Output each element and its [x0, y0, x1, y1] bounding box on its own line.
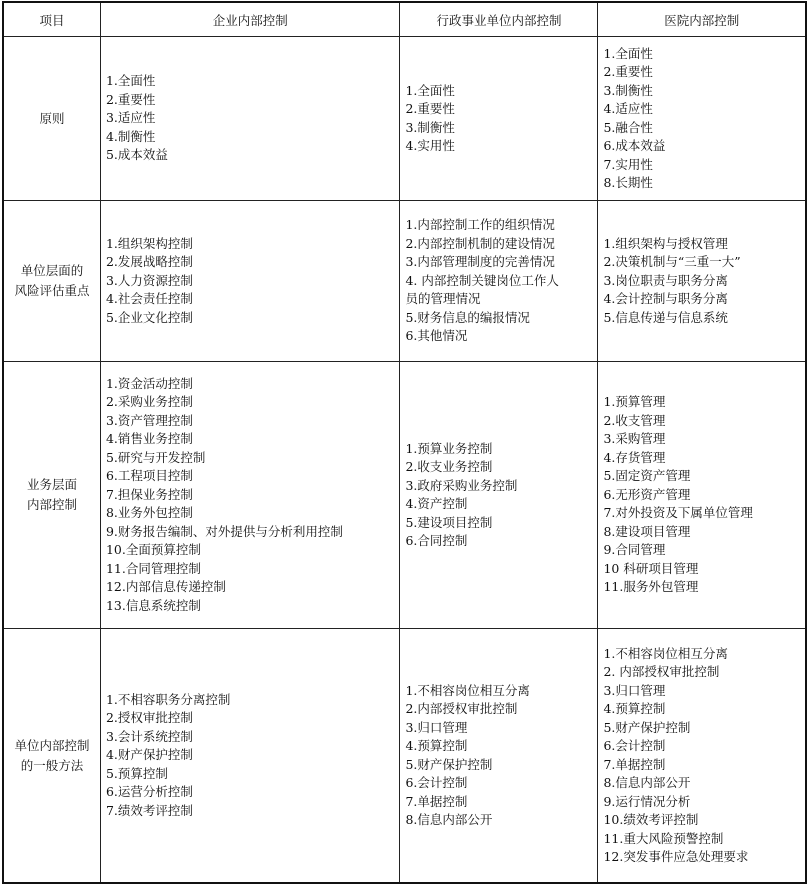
list-item: 5.融合性 — [603, 119, 653, 135]
list-item: 2.发展战略控制 — [105, 254, 193, 270]
list-item: 3.政府采购业务控制 — [405, 477, 518, 493]
list-item: 2.重要性 — [603, 64, 653, 79]
list-item: 4.预算控制 — [603, 701, 666, 716]
list-item: 4.实用性 — [405, 138, 455, 153]
list-item: 8.建设项目管理 — [603, 523, 691, 539]
list-item: 3.人力资源控制 — [105, 272, 193, 288]
row-label-line: 内部控制 — [26, 497, 77, 512]
hospital-cell — [598, 37, 806, 201]
row-label — [3, 362, 100, 629]
list-item: 11.服务外包管理 — [603, 579, 699, 595]
list-item: 2.内部控制机制的建设情况 — [405, 235, 555, 251]
enterprise-cell — [100, 629, 399, 884]
list-item: 3.制衡性 — [603, 82, 653, 98]
list-item: 8.信息内部公开 — [405, 812, 493, 827]
list-item: 7.单据控制 — [405, 793, 468, 809]
list-item: 员的管理情况 — [405, 291, 481, 307]
list-item: 7.担保业务控制 — [105, 486, 193, 502]
list-item: 8.长期性 — [603, 175, 653, 190]
table-row — [3, 362, 806, 629]
list-item: 2.授权审批控制 — [105, 710, 193, 726]
list-item: 3.归口管理 — [405, 719, 468, 735]
header-hospital: 医院内部控制 — [598, 2, 806, 37]
row-label — [3, 37, 100, 201]
list-item: 1.不相容职务分离控制 — [105, 691, 231, 707]
header-row — [3, 2, 806, 37]
list-item: 1.预算业务控制 — [405, 440, 493, 456]
table-row — [3, 629, 806, 884]
list-item: 2.决策机制与“三重一大” — [603, 254, 741, 270]
list-item: 6.会计控制 — [603, 738, 666, 753]
list-item: 8.业务外包控制 — [105, 505, 193, 521]
list-item: 4.资产控制 — [405, 496, 468, 511]
list-item: 11.合同管理控制 — [105, 560, 201, 576]
list-item: 5.财产保护控制 — [603, 719, 691, 735]
list-item: 9.运行情况分析 — [603, 793, 691, 809]
admin-cell — [400, 362, 598, 629]
list-item: 12.内部信息传递控制 — [105, 579, 226, 595]
table-row — [3, 37, 806, 201]
row-label-line: 业务层面 — [26, 477, 77, 492]
list-item: 4. 内部控制关键岗位工作人 — [405, 272, 559, 288]
list-item: 6.无形资产管理 — [603, 486, 691, 502]
list-item: 7.单据控制 — [603, 756, 666, 772]
enterprise-cell — [100, 362, 399, 629]
list-item: 3.会计系统控制 — [105, 728, 193, 744]
list-item: 5.成本效益 — [105, 147, 168, 163]
hospital-cell — [598, 201, 806, 362]
list-item: 1.组织架构控制 — [105, 235, 193, 251]
list-item: 2.收支管理 — [603, 412, 666, 428]
list-item: 2. 内部授权审批控制 — [603, 664, 720, 679]
enterprise-cell — [100, 201, 399, 362]
list-item: 9.合同管理 — [603, 542, 666, 558]
list-item: 1.不相容岗位相互分离 — [603, 645, 728, 661]
list-item: 3.采购管理 — [603, 431, 666, 447]
list-item: 2.内部授权审批控制 — [405, 701, 518, 716]
list-item: 1.全面性 — [405, 82, 455, 98]
list-item: 4.销售业务控制 — [105, 431, 193, 447]
row-label-line: 风险评估重点 — [14, 283, 90, 298]
list-item: 3.资产管理控制 — [105, 412, 193, 428]
list-item: 6.工程项目控制 — [105, 468, 193, 484]
list-item: 5.固定资产管理 — [603, 468, 691, 484]
list-item: 2.重要性 — [405, 101, 455, 116]
list-item: 5.企业文化控制 — [105, 309, 193, 325]
hospital-cell — [598, 629, 806, 884]
admin-cell — [400, 201, 598, 362]
comparison-table — [2, 1, 807, 884]
list-item: 2.重要性 — [105, 91, 156, 107]
list-item: 13.信息系统控制 — [105, 597, 201, 613]
list-item: 3.制衡性 — [405, 119, 455, 135]
list-item: 6.会计控制 — [405, 775, 468, 790]
list-item: 2.收支业务控制 — [405, 459, 493, 474]
enterprise-cell — [100, 37, 399, 201]
table-row — [3, 201, 806, 362]
list-item: 10.全面预算控制 — [105, 542, 201, 558]
row-label-line: 的一般方法 — [20, 757, 84, 773]
list-item: 10 科研项目管理 — [603, 560, 699, 576]
list-item: 5.预算控制 — [105, 765, 168, 781]
list-item: 1.预算管理 — [603, 394, 666, 410]
header-enterprise: 企业内部控制 — [100, 2, 399, 37]
list-item: 3.适应性 — [105, 110, 156, 126]
list-item: 1.内部控制工作的组织情况 — [405, 217, 555, 233]
row-label-line: 单位内部控制 — [14, 737, 90, 753]
list-item: 5.财务信息的编报情况 — [405, 309, 530, 325]
list-item: 4.适应性 — [603, 101, 653, 116]
row-label — [3, 201, 100, 362]
list-item: 8.信息内部公开 — [603, 775, 691, 790]
list-item: 7.实用性 — [603, 156, 653, 172]
list-item: 10.绩效考评控制 — [603, 812, 699, 827]
list-item: 6.合同控制 — [405, 533, 468, 548]
list-item: 1.组织架构与授权管理 — [603, 235, 728, 251]
list-item: 3.内部管理制度的完善情况 — [405, 254, 555, 270]
list-item: 6.其他情况 — [405, 328, 468, 344]
list-item: 4.社会责任控制 — [105, 291, 193, 307]
list-item: 4.会计控制与职务分离 — [603, 291, 728, 307]
list-item: 2.采购业务控制 — [105, 394, 193, 410]
list-item: 5.研究与开发控制 — [105, 449, 206, 465]
admin-cell — [400, 37, 598, 201]
list-item: 1.不相容岗位相互分离 — [405, 682, 530, 698]
list-item: 4.制衡性 — [105, 128, 156, 144]
list-item: 6.运营分析控制 — [105, 784, 193, 800]
list-item: 5.财产保护控制 — [405, 756, 493, 772]
list-item: 5.建设项目控制 — [405, 514, 493, 530]
row-label-line: 单位层面的 — [20, 263, 84, 278]
admin-cell — [400, 629, 598, 884]
list-item: 5.信息传递与信息系统 — [603, 309, 728, 325]
header-admin-unit: 行政事业单位内部控制 — [400, 2, 598, 37]
list-item: 3.岗位职责与职务分离 — [603, 272, 728, 288]
list-item: 1.全面性 — [105, 73, 156, 89]
row-label-line: 原则 — [39, 110, 65, 126]
list-item: 4.财产保护控制 — [105, 747, 193, 763]
list-item: 7.绩效考评控制 — [105, 802, 193, 818]
list-item: 9.财务报告编制、对外提供与分析利用控制 — [105, 523, 343, 539]
list-item: 11.重大风险预警控制 — [603, 830, 724, 846]
list-item: 1.全面性 — [603, 45, 653, 61]
list-item: 3.归口管理 — [603, 682, 666, 698]
list-item: 7.对外投资及下属单位管理 — [603, 505, 753, 521]
row-label — [3, 629, 100, 884]
hospital-cell — [598, 362, 806, 629]
list-item: 4.预算控制 — [405, 738, 468, 753]
header-item: 项目 — [3, 2, 100, 37]
list-item: 6.成本效益 — [603, 138, 666, 153]
list-item: 12.突发事件应急处理要求 — [603, 849, 749, 864]
list-item: 4.存货管理 — [603, 449, 666, 465]
list-item: 1.资金活动控制 — [105, 375, 193, 391]
